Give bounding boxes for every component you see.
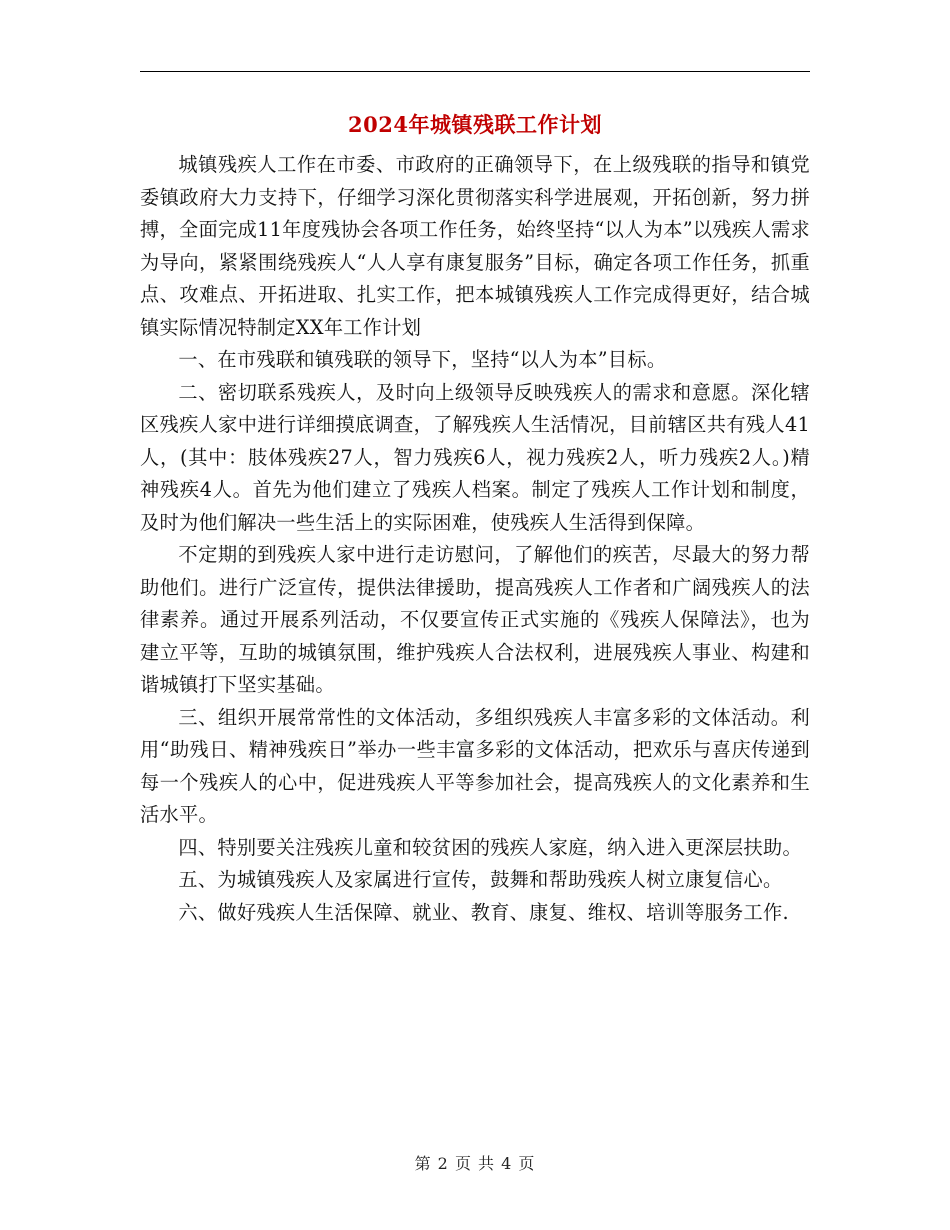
page-number-footer: 第 2 页 共 4 页 [414,1154,536,1173]
paragraph-item-6: 六、做好残疾人生活保障、就业、教育、康复、维权、培训等服务工作. [178,900,789,924]
paragraph-item-5: 五、为城镇残疾人及家属进行宣传，鼓舞和帮助残疾人树立康复信心。 [178,868,783,891]
document-body [140,149,810,929]
document-title: 2024年城镇残联工作计划 [348,112,602,137]
paragraph-item-4: 四、特别要关注残疾儿童和较贫困的残疾人家庭，纳入进入更深层扶助。 [178,835,802,859]
paragraph-intro: 城镇残疾人工作在市委、市政府的正确领导下，在上级残联的指导和镇党委镇政府大力支持下，仔细学习深化贯彻落实科学进展观，开拓创新，努力拼搏，全面完成11年度残协会各项工作任务，始终坚持“以人为本”以残疾人需求为导向，紧紧围绕残疾人“人人享有康复服务”目标，确定各项工作任务，抓重点、攻难点、开拓进取、扎实工作，把本城镇残疾人工作完成得更好，结合城镇实际情况特制定XX年工作计划 [140,153,810,339]
paragraph-item-2: 二、密切联系残疾人，及时向上级领导反映残疾人的需求和意愿。深化辖区残疾人家中进行详细摸底调查，了解残疾人生活情况，目前辖区共有残人41人，(其中：肢体残疾27人，智力残疾6人，视力残疾2人，听力残疾2人。)精神残疾4人。首先为他们建立了残疾人档案。制定了残疾人工作计划和制度，及时为他们解决一些生活上的实际困难，使残疾人生活得到保障。 [140,380,810,534]
paragraph-item-3: 三、组织开展常常性的文体活动，多组织残疾人丰富多彩的文体活动。利用“助残日、精神残疾日”举办一些丰富多彩的文体活动，把欢乐与喜庆传递到每一个残疾人的心中，促进残疾人平等参加社会，提高残疾人的文化素养和生活水平。 [140,705,810,826]
header-rule [140,71,810,72]
paragraph-item-1: 一、在市残联和镇残联的领导下，坚持“以人为本”目标。 [178,348,667,371]
paragraph-visits: 不定期的到残疾人家中进行走访慰问，了解他们的疾苦，尽最大的努力帮助他们。进行广泛宣传，提供法律援助，提高残疾人工作者和广阔残疾人的法律素养。通过开展系列活动，不仅要宣传正式实施的《残疾人保障法》，也为建立平等，互助的城镇氛围，维护残疾人合法权利，进展残疾人事业、构建和谐城镇打下坚实基础。 [140,543,810,696]
